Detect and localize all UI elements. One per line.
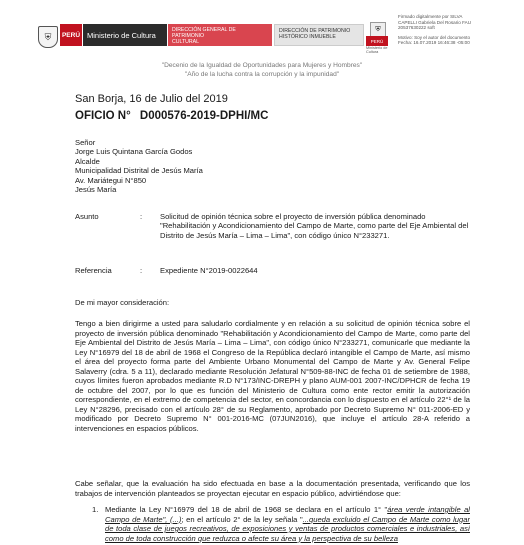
addressee-block: [75, 138, 203, 194]
paragraph-2: Cabe señalar, que la evaluación ha sido efectuada en base a la documentación presentada, verificando que los trabajos de intervención planteados se proyectan ejecutar en espacio público, advirtiéndose que:: [75, 479, 470, 498]
referencia-colon: :: [140, 266, 143, 275]
direction-line-1: DIRECCIÓN GENERAL DE PATRIMONIO: [172, 27, 236, 40]
oficio-label: OFICIO N°: [75, 110, 131, 122]
place-date: San Borja, 16 de Julio del 2019: [75, 93, 228, 105]
signature-line-2: CAPELLI Gabriela Del Rosario FAU: [398, 19, 472, 25]
signature-stamp-label: PERÚ: [366, 36, 388, 46]
addressee-line: Jorge Luis Quintana García Godos: [75, 147, 193, 157]
signature-stamp-caption: Ministerio de Cultura: [366, 46, 388, 55]
peru-logo: PERÚ: [60, 24, 82, 46]
oficio-number: [75, 110, 268, 122]
signature-line-4: Motivo: Soy el autor del documento: [398, 34, 471, 40]
direction-general-box: [168, 24, 272, 46]
signature-line-1: Firmado digitalmente por SILVA: [398, 14, 463, 19]
national-seal-icon: ⛨: [38, 26, 58, 48]
addressee-line: Municipalidad Distrital de Jesús María: [75, 166, 203, 176]
addressee-line: Alcalde: [75, 156, 100, 166]
item-text-a: Mediante la Ley N°16979 del 18 de abril de 1968 se declara en el artículo 1° ": [105, 505, 388, 514]
sub-direction-line-2: HISTÓRICO INMUEBLE: [279, 34, 336, 41]
oficio-code: D000576-2019-DPHI/MC: [139, 110, 269, 122]
item-text-b: ; en el artículo 2° de la ley señala ": [181, 514, 303, 524]
signature-line-5: Fecha: 16.07.2019 16:46:38 -05:00: [398, 40, 470, 46]
decenio-line-1: "Decenio de la Igualdad de Oportunidades para Mujeres y Hombres": [161, 62, 363, 69]
asunto-colon: :: [140, 212, 143, 221]
decenio-line-2: "Año de la lucha contra la corrupción y la impunidad": [184, 71, 340, 78]
addressee-line: Jesús María: [75, 185, 117, 195]
referencia-text: Expediente N°2019-0022644: [160, 266, 258, 275]
list-item-number: 1.: [92, 505, 99, 514]
list-item-1: [105, 505, 470, 545]
greeting: De mi mayor consideración:: [75, 298, 170, 307]
signature-line-3: 20537630222 soft: [398, 25, 435, 31]
item-italic-a: área verde intangible al Campo de Marte", (...): [105, 505, 470, 524]
digital-signature-block: [398, 14, 516, 46]
signature-seal-icon: ⛨: [370, 22, 386, 38]
addressee-line: Señor: [75, 138, 96, 147]
item-italic-b: ...queda excluido el Campo de Marte como lugar de toda clase de juegos recreativos, de exposiciones y ventas de productos comerciales e industriales, así como de toda construcción que reduzca o afecte su área y la perspectiva de su belleza: [105, 514, 470, 543]
direction-line-2: CULTURAL: [172, 39, 199, 46]
paragraph-1: Tengo a bien dirigirme a usted para saludarlo cordialmente y en relación a su solicitud de opinión técnica sobre el proyecto de inversión pública denominado "Rehabilitación y Acondicionamiento del Campo de Marte, como parte del Eje Ambiental del Distrito de Jesús María – Lima – Lima", con código único N°233271, comunicarle que mediante la Ley N°16979 del 18 de abril de 1968 el Congreso de la República declaró intangible el Campo de Marte, así mismo el área del proyecto forma parte del Ambiente Urbano Monumental del Campo de Marte y Av. General Felipe Salaverry (cdra. 5 a 11), declarado mediante Resolución Jefatural N°509-88-INC de fecha 01 de setiembre de 1988, cuyos límites fueron aprobados mediante R.D N°173/INC-DREPH y plano AUM-001 2007-INC/DPHCR de fecha 19 de octubre del 2007, por lo que es función del Ministerio de Cultura como ente rector emitir la autorización correspondiente, en el extremo de competencia del sector, en concordancia con lo dispuesto en el artículo 22°¹ de la Ley N°28296, precisado con el artículo 28° de su Reglamento, aprobado por Decreto Supremo N° 011-2006-ED y modificado por Decreto Supremo N° 001-2016-MC (07JUN2016), que incluye el artículo 28-A referido a intervenciones en espacios públicos.: [75, 319, 470, 433]
ministry-name: Ministerio de Cultura: [83, 24, 167, 46]
sub-direction-box: [274, 24, 364, 46]
referencia-label: Referencia: [75, 266, 112, 275]
asunto-label: Asunto: [75, 212, 99, 221]
addressee-line: Av. Mariátegui N°850: [75, 175, 147, 185]
sub-direction-line-1: DIRECCIÓN DE PATRIMONIO: [279, 28, 351, 34]
asunto-text: Solicitud de opinión técnica sobre el proyecto de inversión pública denominado "Rehabilitación y Acondicionamiento del Campo de Marte, como parte del Eje Ambiental del Distrito de Jesús María – Lima – Lima", con código único N°233271.: [160, 212, 469, 240]
